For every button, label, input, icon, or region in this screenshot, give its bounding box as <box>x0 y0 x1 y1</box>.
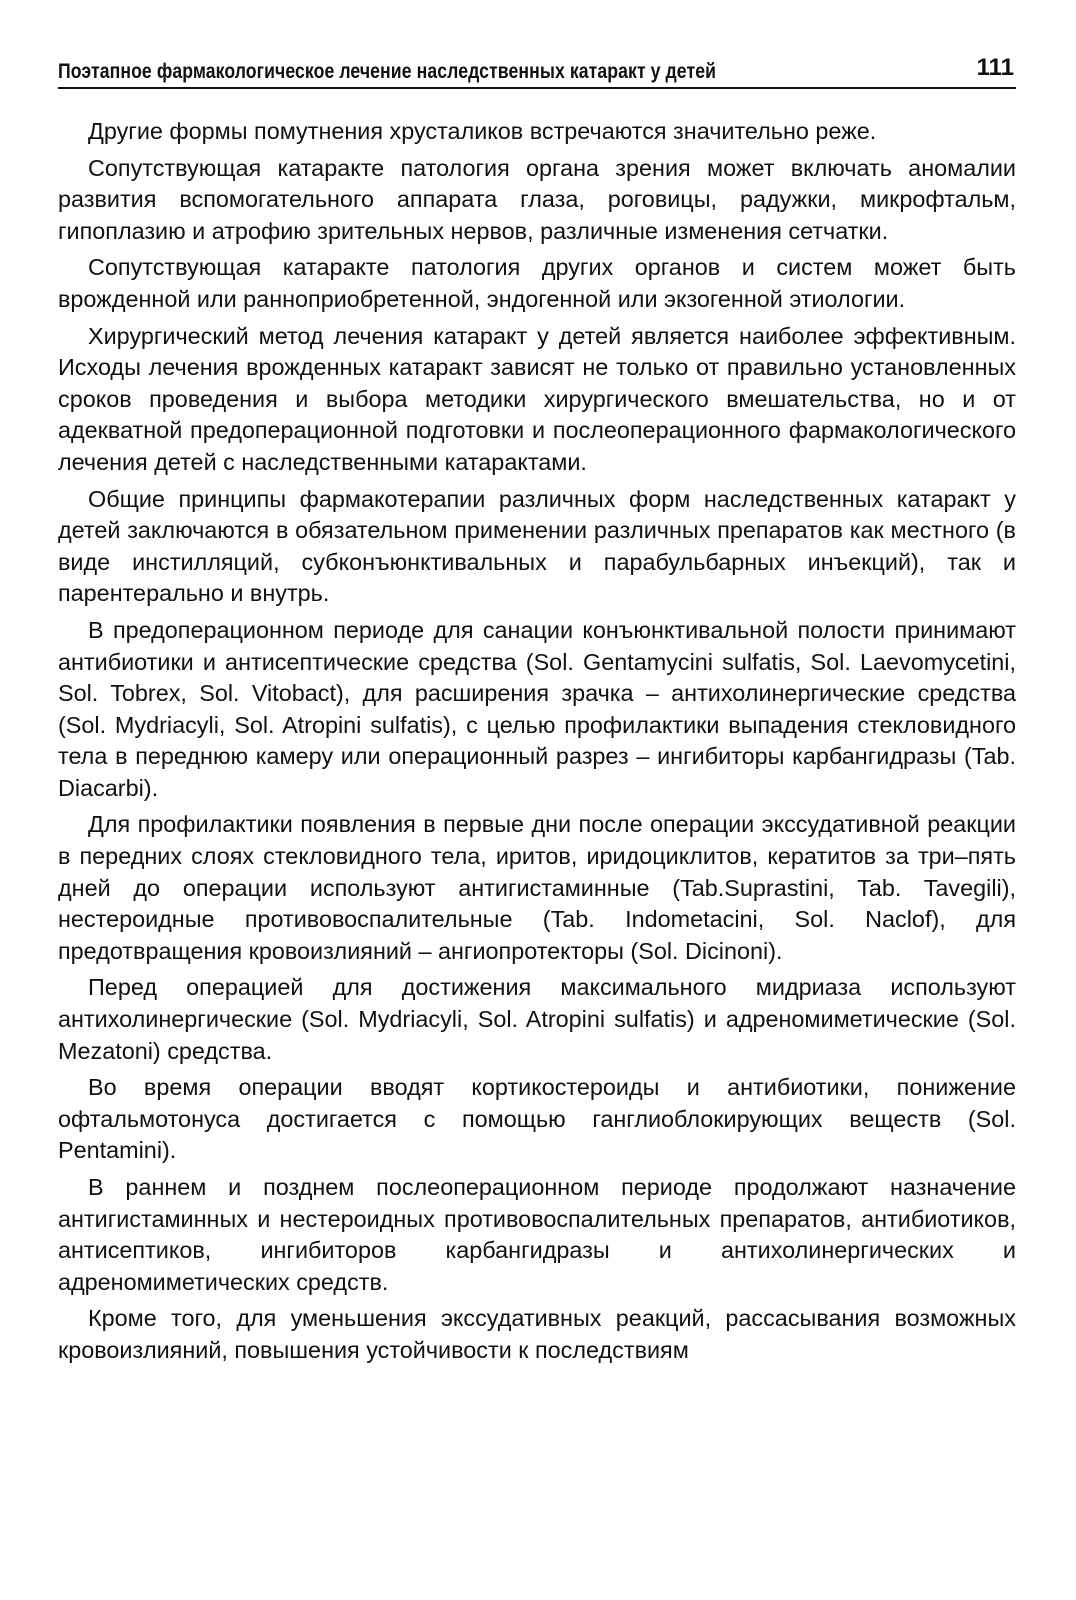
paragraph: В раннем и позднем послеоперационном периоде продолжают назначение антигистаминных и нестероидных противовоспалительных препаратов, антибиотиков, антисептиков, ингибиторов карбангидразы и антихолинергических и адреномиметических средств. <box>58 1174 1016 1295</box>
body-text <box>58 116 1016 1367</box>
book-page <box>58 44 1016 1372</box>
paragraph: В предоперационном периоде для санации конъюнктивальной полости принимают антибиотики и антисептические средства (Sol. Gentamycini sulfatis, Sol. Laevomycetini, Sol. Tobrex, Sol. Vitobact), для расширения зрачка – антихолинергические средства (Sol. Mydriacyli, Sol. Atropini sulfatis), с целью профилактики выпадения стекловидного тела в переднюю камеру или операционный разрез – ингибиторы карбангидразы (Tab. Diacarbi). <box>58 616 1016 801</box>
running-header <box>58 44 1016 89</box>
paragraph: Хирургический метод лечения катаракт у детей является наиболее эффективным. Исходы лечения врожденных катаракт зависят не только от правильно установленных сроков проведения и выбора методики хирургического вмешательства, но и от адекватной предоперационной подготовки и послеоперационного фармакологического лечения детей с наследственными катарактами. <box>58 322 1016 475</box>
paragraph: Перед операцией для достижения максимального мидриаза используют антихолинергические (Sol. Mydriacyli, Sol. Atropini sulfatis) и адреномиметические (Sol. Mezatoni) средства. <box>58 974 1016 1064</box>
paragraph: Другие формы помутнения хрусталиков встречаются значительно реже. <box>88 118 877 144</box>
paragraph: Общие принципы фармакотерапии различных форм наследственных катаракт у детей заключаются в обязательном применении различных препаратов как местного (в виде инстилляций, субконъюнктивальных и парабульбарных инъекций), так и парентерально и внутрь. <box>58 485 1016 607</box>
running-title: Поэтапное фармакологическое лечение наследственных катаракт у детей <box>58 60 717 83</box>
paragraph: Сопутствующая катаракте патология других органов и систем может быть врожденной или ранноприобретенной, эндогенной или экзогенной этиологии. <box>58 254 1016 312</box>
page-number: 111 <box>976 54 1014 81</box>
paragraph: Во время операции вводят кортикостероиды и антибиотики, понижение офтальмотонуса достигается с помощью ганглиоблокирующих веществ (Sol. Pentamini). <box>58 1074 1016 1164</box>
paragraph: Кроме того, для уменьшения экссудативных реакций, рассасывания возможных кровоизлияний, повышения устойчивости к последствиям <box>58 1305 1016 1363</box>
paragraph: Для профилактики появления в первые дни после операции экссудативной реакции в передних слоях стекловидного тела, иритов, иридоциклитов, кератитов за три–пять дней до операции используют антигистаминные (Tab.Suprastini, Tab. Tavegili), нестероидные противовоспалительные (Tab. Indometacini, Sol. Naclof), для предотвращения кровоизлияний – ангиопротекторы (Sol. Dicinoni). <box>58 811 1016 964</box>
paragraph: Сопутствующая катаракте патология органа зрения может включать аномалии развития вспомогательного аппарата глаза, роговицы, радужки, микрофтальм, гипоплазию и атрофию зрительных нервов, различные изменения сетчатки. <box>58 154 1016 244</box>
